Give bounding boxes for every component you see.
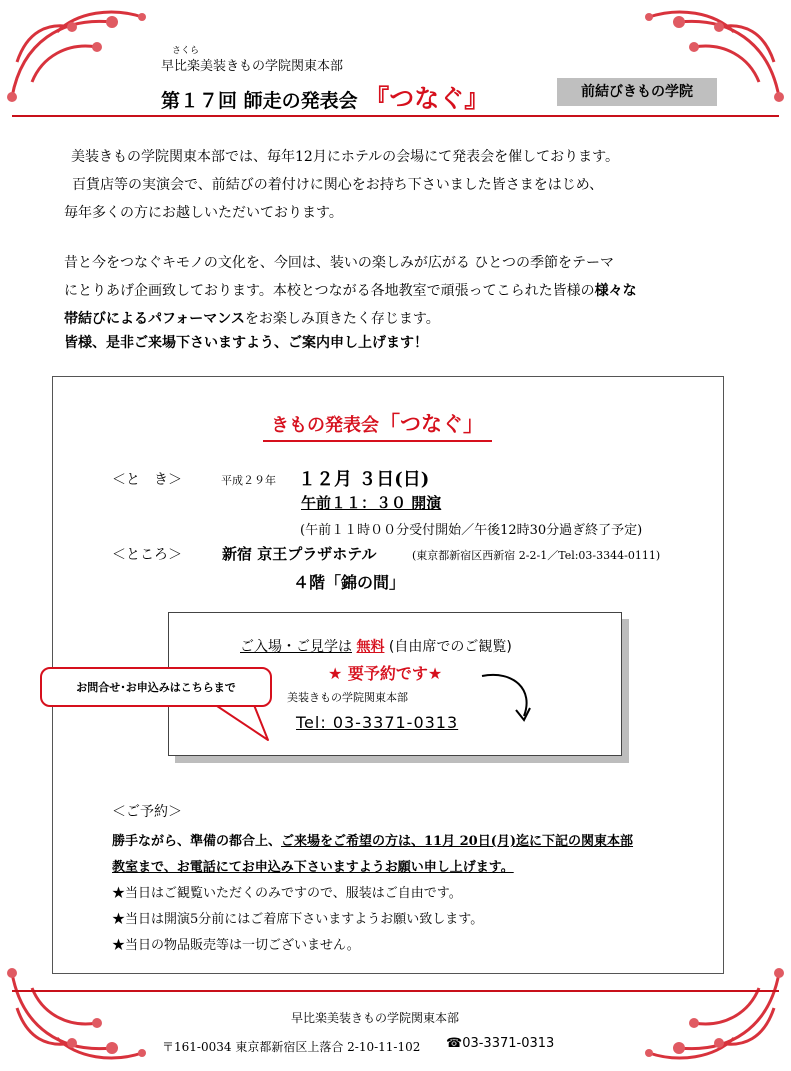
venue-address: (東京都新宿区西新宿 2-2-1／Tel:03-3344-0111)	[412, 549, 661, 562]
footer-phone-number[interactable]: 03-3371-0313	[462, 1036, 555, 1051]
phone-icon: ☎	[446, 1036, 463, 1051]
event-date: １２月 ３日(日)	[298, 469, 430, 490]
footer-phone	[446, 1036, 554, 1051]
header-divider	[12, 115, 779, 117]
curved-arrow-icon	[474, 660, 544, 730]
intro-line-3: 毎年多くの方にお越しいただいております。	[64, 205, 343, 221]
admission-tel[interactable]: Tel: 03-3371-0313	[296, 713, 459, 732]
venue-name: 新宿 京王プラザホテル	[222, 545, 377, 563]
intro-line-1: 美装きもの学院関東本部では、毎年12月にホテルの会場にて発表会を催しております。	[71, 149, 619, 165]
school-badge: 前結びきもの学院	[557, 78, 717, 106]
reservation-note-3: ★当日の物品販売等は一切ございません。	[112, 938, 360, 953]
start-time: 午前１１：３０ 開演	[301, 494, 442, 512]
event-title-prefix: 第１７回 師走の発表会	[161, 90, 358, 112]
admission-line	[240, 636, 512, 656]
intro-line-2: 百貨店等の実演会で、前結びの着付けに関心をお持ち下さいました皆さまをはじめ、	[72, 177, 604, 193]
intro-line-6: 帯結びによるパフォーマンスをお楽しみ頂きたく存じます。	[64, 311, 440, 327]
intro-line-7: 皆様、是非ご来場下さいますよう、ご案内申し上げます！	[64, 335, 428, 351]
furigana: さくら	[172, 46, 200, 56]
footer-divider	[12, 990, 779, 992]
ornament-bottom-left-icon	[2, 958, 152, 1068]
reservation-heading: ＜ご予約＞	[112, 804, 182, 820]
footer-address: 〒161-0034 東京都新宿区上落合 2-10-11-102	[162, 1040, 421, 1054]
admission-prefix: ご入場・ご見学は	[240, 639, 352, 655]
reservation-line-1: 勝手ながら、準備の都合上、ご来場をご希望の方は、11月 20日(月)迄に下記の関東本部	[112, 834, 634, 849]
era-year: 平成２９年	[221, 474, 276, 487]
reservation-line-2: 教室まで、お電話にてお申込み下さいますようお願い申し上げます。	[112, 860, 514, 875]
admission-seat-note: (自由席でのご観覧)	[388, 639, 512, 655]
venue-room: ４階「錦の間」	[293, 573, 406, 592]
event-info-title	[263, 408, 492, 442]
event-info-title-name: 「つなぐ」	[379, 411, 484, 436]
event-info-title-label: きもの発表会	[271, 415, 379, 436]
when-label: ＜と き＞	[112, 472, 182, 488]
admission-free: 無料	[356, 639, 385, 655]
reception-note: (午前１１時００分受付開始／午後12時30分過ぎ終了予定)	[300, 523, 643, 538]
contact-callout-text: お問合せ･お申込みはこちらまで	[76, 681, 236, 694]
footer-org: 早比楽美装きもの学院関東本部	[291, 1011, 460, 1025]
org-line: 早比楽美装きもの学院関東本部	[161, 59, 344, 74]
intro-line-4: 昔と今をつなぐキモノの文化を、今回は、装いの楽しみが広がる ひとつの季節をテーマ	[64, 255, 615, 271]
reservation-note-2: ★当日は開演5分前にはご着席下さいますようお願い致します。	[112, 912, 484, 927]
callout-pointer-icon	[180, 700, 280, 750]
event-title	[161, 79, 489, 115]
reserve-required: ★ 要予約です★	[328, 664, 443, 683]
event-title-name: 『つなぐ』	[364, 84, 490, 113]
where-label: ＜ところ＞	[112, 547, 182, 563]
ornament-top-left-icon	[2, 2, 152, 112]
reservation-note-1: ★当日はご観覧いただくのみですので、服装はご自由です。	[112, 886, 462, 901]
admission-school: 美装きもの学院関東本部	[287, 691, 408, 704]
intro-line-5: にとりあげ企画致しております。本校とつながる各地教室で頑張ってこられた皆様の様々な	[64, 283, 637, 299]
ornament-bottom-right-icon	[639, 958, 789, 1068]
